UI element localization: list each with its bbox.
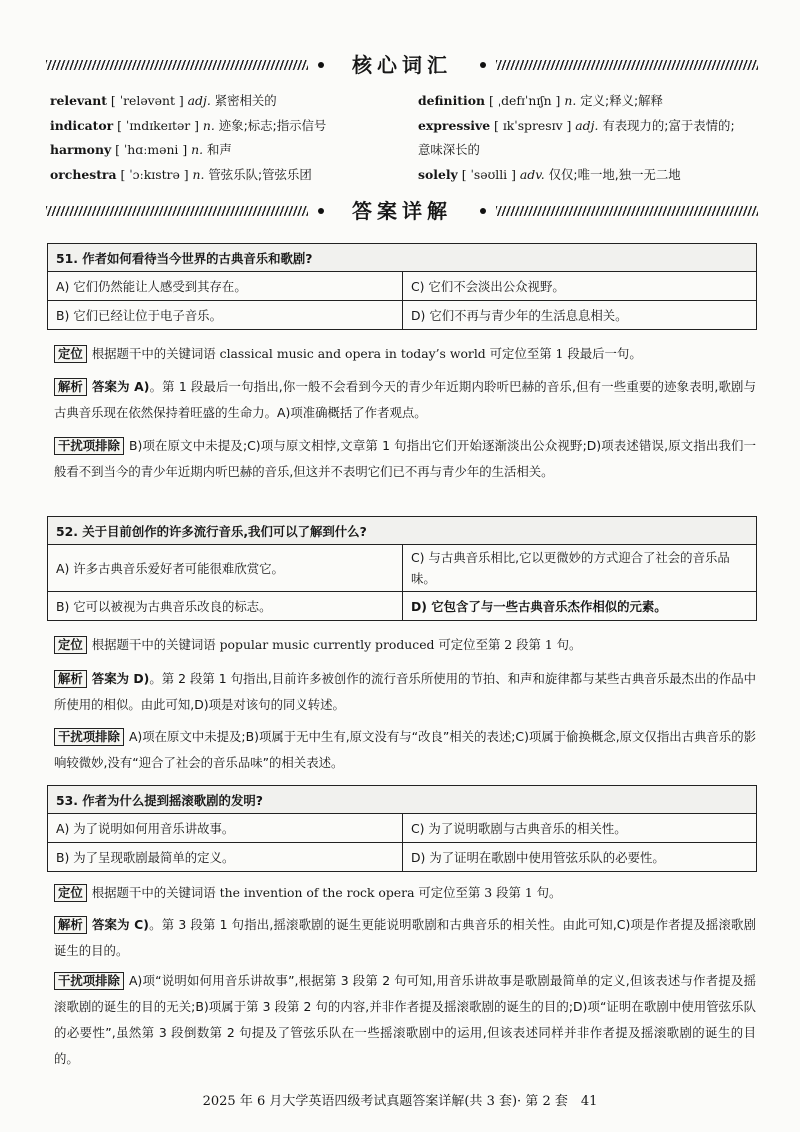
vocab-phonetic: [ ˌdefɪˈnɪʃn ] [488,93,561,108]
vocab-meaning: 管弦乐队;管弦乐团 [208,166,312,182]
q52-locate [54,632,756,658]
vocab-word: harmony [50,142,112,157]
question-53-table [47,785,757,872]
vocab-phonetic: [ ˈhɑːməni ] [115,142,188,157]
q51-locate [54,341,756,367]
distractor-text: B)项在原文中未提及;C)项与原文相悖,文章第 1 句指出它们开始逐渐淡出公众视野;D)项表述错误,原文指出我们一般看不到当今的青少年近期内听巴赫的音乐,但这并不表明它们已不再与青少年的生活相关。 [54,438,756,479]
locate-text: 根据题干中的关键词语 popular music currently produced 可定位至第 2 段第 1 句。 [91,637,582,652]
vocab-word: solely [418,166,458,182]
hatch-decoration [496,60,758,70]
option-b: B) 它可以被视为古典音乐改良的标志。 [48,592,403,621]
vocab-pos: n. [192,166,205,182]
option-a: A) 它们仍然能让人感受到其存在。 [48,272,403,301]
q52-analysis [54,666,756,718]
option-c: C) 与古典音乐相比,它以更微妙的方式迎合了社会的音乐品味。 [403,545,757,592]
question-stem: 52. 关于目前创作的许多流行音乐,我们可以了解到什么? [48,517,757,545]
vocab-pos: n. [191,142,204,157]
vocab-meaning: 有表现力的;富于表情的; [602,117,735,133]
vocab-pos: adv. [519,166,545,182]
locate-tag: 定位 [54,884,87,902]
vocab-entry [50,114,395,139]
vocab-list-left [50,89,395,187]
vocab-word: indicator [50,117,114,133]
vocab-meaning: 迹象;标志;指示信号 [218,117,327,133]
question-stem: 53. 作者为什么提到摇滚歌剧的发明? [48,786,757,814]
distractor-tag: 干扰项排除 [54,972,124,990]
option-c: C) 它们不会淡出公众视野。 [403,272,757,301]
bullet-dot [480,208,486,214]
option-c: C) 为了说明歌剧与古典音乐的相关性。 [403,814,757,843]
vocab-phonetic: [ ɪkˈspresɪv ] [494,117,572,133]
option-b: B) 为了呈现歌剧最简单的定义。 [48,843,403,872]
vocab-phonetic: [ ˈɔːkɪstrə ] [120,166,189,182]
vocab-entry [50,163,395,188]
q52-distractor [54,724,756,776]
answers-section-header [46,199,758,223]
answers-section-title: 答案详解 [352,199,452,223]
answer-key: 答案为 D) [91,671,150,686]
vocab-meaning: 紧密相关的 [214,93,277,108]
vocab-word: expressive [418,117,491,133]
vocab-phonetic: [ ˈɪndɪkeɪtər ] [117,117,199,133]
q53-distractor [54,968,756,1072]
option-b: B) 它们已经让位于电子音乐。 [48,301,403,330]
vocab-entry-continued [418,138,758,163]
vocab-list-right [418,89,758,187]
vocab-phonetic: [ ˈsəʊlli ] [461,166,516,182]
analysis-text: 。第 1 段最后一句指出,你一般不会看到今天的青少年近期内聆听巴赫的音乐,但有一些重要的迹象表明,歌剧与古典音乐现在依然保持着旺盛的生命力。A)项准确概括了作者观点。 [54,379,756,420]
locate-text: 根据题干中的关键词语 the invention of the rock opera 可定位至第 3 段第 1 句。 [91,885,562,900]
vocab-entry [418,163,758,188]
page-footer: 2025 年 6 月大学英语四级考试真题答案详解(共 3 套)· 第 2 套 41 [202,1094,598,1109]
locate-text: 根据题干中的关键词语 classical music and opera in today’s world 可定位至第 1 段最后一句。 [91,346,642,361]
vocab-section-header [46,53,758,77]
question-stem: 51. 作者如何看待当今世界的古典音乐和歌剧? [48,244,757,272]
vocab-entry [50,138,395,163]
analysis-text: 。第 3 段第 1 句指出,摇滚歌剧的诞生更能说明歌剧和古典音乐的相关性。由此可知,C)项是作者提及摇滚歌剧诞生的目的。 [54,917,756,958]
vocab-phonetic: [ ˈreləvənt ] [110,93,184,108]
option-d: D) 为了证明在歌剧中使用管弦乐队的必要性。 [403,843,757,872]
vocab-meaning: 意味深长的 [418,142,480,157]
distractor-text: A)项在原文中未提及;B)项属于无中生有,原文没有与“改良”相关的表述;C)项属于偷换概念,原文仅指出古典音乐的影响较微妙,没有“迎合了社会的音乐品味”的相关表述。 [54,729,756,770]
vocab-meaning: 定义;释义;解释 [580,93,663,108]
q51-analysis [54,374,756,426]
vocab-meaning: 仅仅;唯一地,独一无二地 [548,166,681,182]
option-d: D) 它们不再与青少年的生活息息相关。 [403,301,757,330]
vocab-word: orchestra [50,166,117,182]
vocab-meaning: 和声 [207,142,232,157]
locate-tag: 定位 [54,636,87,654]
answer-key: 答案为 C) [91,917,149,932]
q53-locate [54,880,756,906]
vocab-entry [418,114,758,139]
hatch-decoration [496,206,758,216]
analysis-tag: 解析 [54,916,87,934]
distractor-tag: 干扰项排除 [54,437,124,455]
vocab-section-title: 核心词汇 [352,53,452,77]
option-a: A) 许多古典音乐爱好者可能很难欣赏它。 [48,545,403,592]
vocab-entry [418,89,758,114]
vocab-pos: n. [202,117,215,133]
vocab-pos: adj. [187,93,211,108]
option-d: D) 它包含了与一些古典音乐杰作相似的元素。 [403,592,757,621]
vocab-word: definition [418,93,485,108]
distractor-text: A)项“说明如何用音乐讲故事”,根据第 3 段第 2 句可知,用音乐讲故事是歌剧最简单的定义,但该表述与作者提及摇滚歌剧的诞生的目的无关;B)项属于第 3 段第 2 句的内容,并非作者提及摇滚歌剧的诞生的目的;D)项“证明在歌剧中使用管弦乐队的必要性”,虽然第 3 段倒数第 2 句提及了管弦乐队在一些摇滚歌剧中的运用,但该表述同样并非作者提及摇滚歌剧的诞生的目的。 [54,973,756,1066]
analysis-text: 。第 2 段第 1 句指出,目前许多被创作的流行音乐所使用的节拍、和声和旋律都与某些古典音乐最杰出的作品中所使用的相似。由此可知,D)项是对该句的同义转述。 [54,671,756,712]
vocab-entry [50,89,395,114]
vocab-pos: n. [564,93,577,108]
vocab-word: relevant [50,93,107,108]
q51-distractor [54,433,756,485]
question-51-table [47,243,757,330]
analysis-tag: 解析 [54,378,87,396]
locate-tag: 定位 [54,345,87,363]
bullet-dot [480,62,486,68]
vocab-pos: adj. [575,117,599,133]
option-a: A) 为了说明如何用音乐讲故事。 [48,814,403,843]
analysis-tag: 解析 [54,670,87,688]
answer-key: 答案为 A) [91,379,150,394]
distractor-tag: 干扰项排除 [54,728,124,746]
q53-analysis [54,912,756,964]
question-52-table [47,516,757,621]
